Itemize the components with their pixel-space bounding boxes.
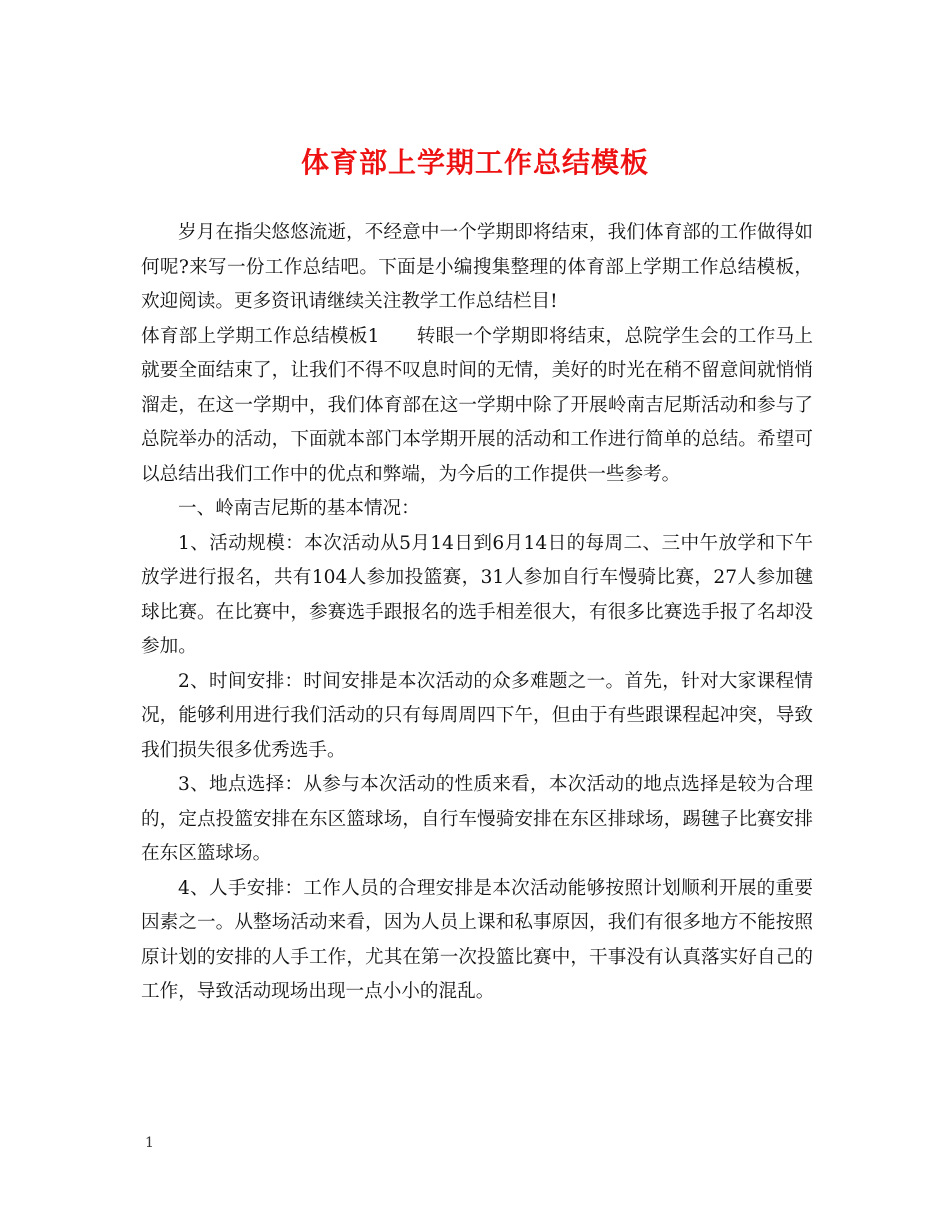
document-body bbox=[141, 216, 813, 1010]
section-intro-text: 转眼一个学期即将结束，总院学生会的工作马上就要全面结束了，让我们不得不叹息时间的无情，美好的时光在稍不留意间就悄悄溜走，在这一学期中，我们体育部在这一学期中除了开展岭南吉尼斯活动和参与了总院举办的活动，下面就本部门本学期开展的活动和工作进行简单的总结。希望可以总结出我们工作中的优点和弊端，为今后的工作提供一些参考。 bbox=[141, 325, 813, 485]
section-label: 体育部上学期工作总结模板1 bbox=[141, 325, 380, 347]
item-activity-scale: 1、活动规模：本次活动从5月14日到6月14日的每周二、三中午放学和下午放学进行报名，共有104人参加投篮赛，31人参加自行车慢骑比赛，27人参加毽球比赛。在比赛中，参赛选手跟报名的选手相差很大，有很多比赛选手报了名却没参加。 bbox=[141, 532, 813, 657]
heading-basic-situation: 一、岭南吉尼斯的基本情况： bbox=[178, 498, 420, 519]
section-paragraph bbox=[141, 320, 813, 493]
page-number: 1 bbox=[145, 1135, 154, 1151]
item-venue-selection: 3、地点选择：从参与本次活动的性质来看，本次活动的地点选择是较为合理的，定点投篮安排在东区篮球场，自行车慢骑安排在东区排球场，踢毽子比赛安排在东区篮球场。 bbox=[141, 774, 813, 864]
item-time-arrangement: 2、时间安排：时间安排是本次活动的众多难题之一。首先，针对大家课程情况，能够利用进行我们活动的只有每周周四下午，但由于有些跟课程起冲突，导致我们损失很多优秀选手。 bbox=[141, 670, 813, 761]
item-staffing: 4、人手安排：工作人员的合理安排是本次活动能够按照计划顺利开展的重要因素之一。从整场活动来看，因为人员上课和私事原因，我们有很多地方不能按照原计划的安排的人手工作，尤其在第一次投篮比赛中，干事没有认真落实好自己的工作，导致活动现场出现一点小小的混乱。 bbox=[141, 877, 813, 1002]
document-title: 体育部上学期工作总结模板 bbox=[300, 146, 649, 179]
intro-paragraph: 岁月在指尖悠悠流逝，不经意中一个学期即将结束，我们体育部的工作做得如何呢?来写一份工作总结吧。下面是小编搜集整理的体育部上学期工作总结模板，欢迎阅读。更多资讯请继续关注教学工作总结栏目! bbox=[141, 222, 813, 312]
